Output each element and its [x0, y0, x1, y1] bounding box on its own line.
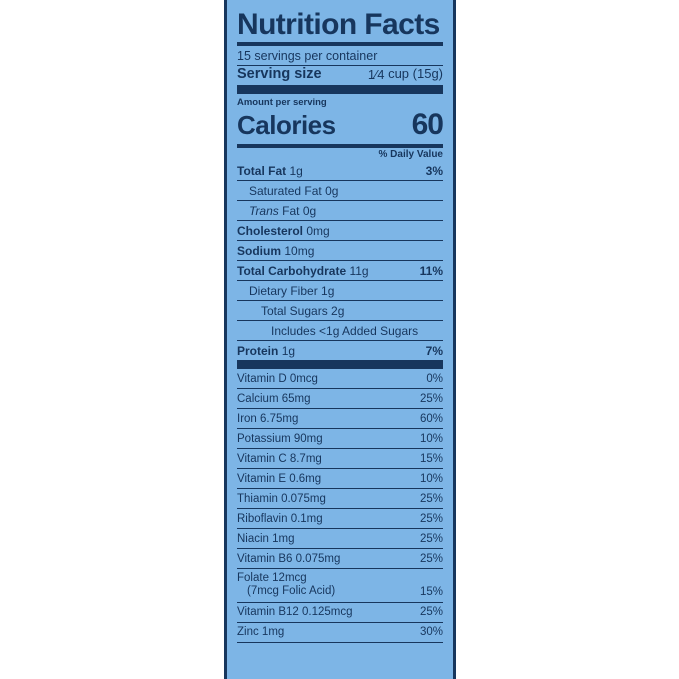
vitamin-label: Thiamin 0.075mg: [237, 492, 326, 505]
page-title: Nutrition Facts: [237, 8, 440, 41]
nutrient-label: Includes <1g Added Sugars: [271, 323, 419, 338]
vitamin-label: Vitamin D 0mcg: [237, 372, 318, 385]
nutrient-row-cholesterol: [237, 221, 443, 241]
nutrient-label: Total Carbohydrate 11g: [237, 263, 369, 278]
serving-size-value: [368, 66, 443, 82]
vitamin-dv: 30%: [419, 626, 443, 638]
nutrition-facts-inner: [227, 0, 453, 643]
vitamin-label: Calcium 65mg: [237, 392, 311, 405]
calories-row: [237, 108, 443, 144]
nutrient-label: Sodium 10mg: [237, 243, 315, 258]
vitamin-dv: 25%: [419, 512, 443, 525]
vitamin-row-vitamin-b12: [237, 603, 443, 623]
nutrient-row-protein: [237, 341, 443, 360]
nutrient-row-total-fat: [237, 161, 443, 181]
vitamin-dv: 10%: [419, 432, 443, 445]
vitamin-dv: 25%: [419, 492, 443, 505]
vitamin-row-calcium: [237, 389, 443, 409]
folate-line-2: (7mcg Folic Acid): [247, 585, 336, 597]
vitamin-label: Vitamin B12 0.125mcg: [237, 606, 353, 618]
divider-thick-bottom: [237, 360, 443, 369]
nutrition-facts-panel: [224, 0, 456, 679]
serving-size-fraction: 1⁄4: [367, 67, 385, 82]
vitamin-row-iron: [237, 409, 443, 429]
nutrient-row-saturated-fat: [237, 181, 443, 201]
nutrient-label: Dietary Fiber 1g: [249, 283, 335, 298]
serving-size-row: [237, 66, 443, 85]
folate-dv: 15%: [419, 586, 443, 598]
nutrient-label: Cholesterol 0mg: [237, 223, 330, 238]
serving-size-label: Serving size: [237, 66, 322, 82]
amount-per-serving-label: Amount per serving: [237, 97, 327, 108]
vitamin-row-riboflavin: [237, 509, 443, 529]
vitamin-row-vitamin-d: [237, 369, 443, 389]
nutrient-row-trans-fat: [237, 201, 443, 221]
vitamin-dv: 0%: [426, 372, 443, 385]
nutrient-dv: 3%: [425, 163, 443, 178]
nutrient-row-dietary-fiber: [237, 281, 443, 301]
nutrient-row-total-sugars: [237, 301, 443, 321]
vitamin-label: Niacin 1mg: [237, 532, 295, 545]
vitamin-label: Potassium 90mg: [237, 432, 323, 445]
vitamin-dv: 25%: [419, 552, 443, 565]
daily-value-header: % Daily Value: [378, 149, 443, 160]
vitamin-row-folate: [237, 569, 443, 603]
vitamin-dv: 60%: [419, 412, 443, 425]
servings-per-container: 15 servings per container: [237, 49, 378, 63]
vitamin-label: Vitamin C 8.7mg: [237, 452, 322, 465]
folate-label: [237, 572, 335, 598]
vitamin-row-potassium: [237, 429, 443, 449]
vitamin-row-vitamin-e: [237, 469, 443, 489]
nutrient-label: Total Sugars 2g: [261, 303, 345, 318]
vitamin-label: Riboflavin 0.1mg: [237, 512, 323, 525]
vitamin-dv: 10%: [419, 472, 443, 485]
nutrient-dv: 7%: [425, 343, 443, 358]
vitamin-label: Vitamin B6 0.075mg: [237, 552, 341, 565]
nutrient-label: Total Fat 1g: [237, 163, 303, 178]
nutrient-row-added-sugars: [237, 321, 443, 341]
vitamin-dv: 25%: [419, 532, 443, 545]
vitamin-dv: 25%: [419, 606, 443, 618]
nutrient-row-total-carbohydrate: [237, 261, 443, 281]
vitamin-label: Iron 6.75mg: [237, 412, 299, 425]
folate-line-1: Folate 12mcg: [237, 572, 307, 584]
vitamin-row-niacin: [237, 529, 443, 549]
serving-size-unit: cup (15g): [388, 66, 443, 81]
vitamin-dv: 25%: [419, 392, 443, 405]
vitamin-row-vitamin-b6: [237, 549, 443, 569]
nutrient-dv: 11%: [419, 263, 443, 278]
vitamin-row-zinc: [237, 623, 443, 643]
vitamin-row-vitamin-c: [237, 449, 443, 469]
vitamin-row-thiamin: [237, 489, 443, 509]
divider-thick-top: [237, 85, 443, 94]
calories-value: 60: [411, 108, 443, 141]
calories-label: Calories: [237, 110, 336, 140]
nutrient-label: Saturated Fat 0g: [249, 183, 339, 198]
nutrient-label: Protein 1g: [237, 343, 296, 358]
vitamin-label: Vitamin E 0.6mg: [237, 472, 322, 485]
nutrient-row-sodium: [237, 241, 443, 261]
vitamin-label: Zinc 1mg: [237, 626, 285, 638]
nutrient-label: Trans Fat 0g: [249, 203, 317, 218]
vitamin-dv: 15%: [419, 452, 443, 465]
